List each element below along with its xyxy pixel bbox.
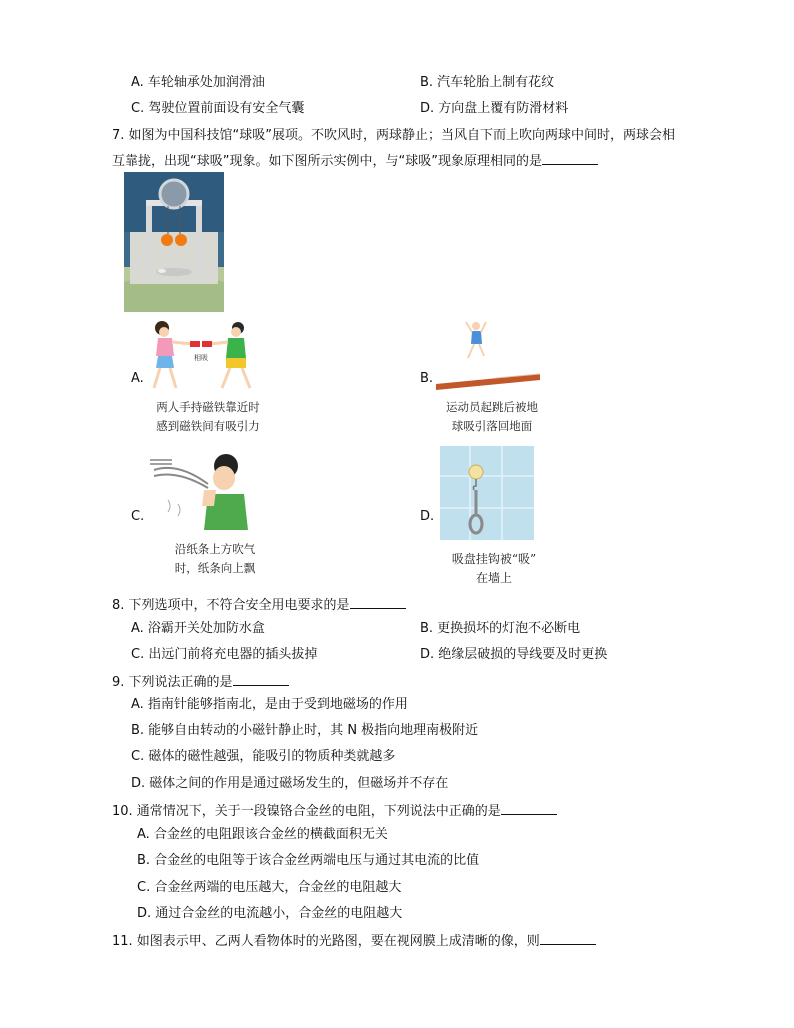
two-people-magnets-figure: [148, 318, 258, 392]
q10-option-c: C. 合金丝两端的电压越大，合金丝的电阻越大: [137, 880, 402, 895]
answer-blank: [540, 932, 596, 945]
q9-option-a: A. 指南针能够指南北，是由于受到地磁场的作用: [131, 697, 408, 712]
q9-option-b: B. 能够自由转动的小磁针静止时，其 N 极指向地理南极附近: [131, 723, 479, 738]
q11-stem: 11. 如图表示甲、乙两人看物体时的光路图，要在视网膜上成清晰的像，则: [112, 932, 596, 951]
ball-suction-exhibit-photo: [124, 172, 224, 312]
answer-blank: [233, 673, 289, 686]
q7-option-d-caption: 吸盘挂钩被“吸” 在墙上: [451, 552, 537, 585]
q7-option-d-letter: D.: [420, 509, 435, 524]
q8-stem: 8. 下列选项中，不符合安全用电要求的是: [112, 596, 406, 615]
q7-option-c-caption: 沿纸条上方吹气 时，纸条向上飘: [174, 542, 256, 575]
suction-hook-figure: [440, 446, 534, 540]
q6-option-b: B. 汽车轮胎上制有花纹: [420, 75, 555, 90]
q7-option-b-letter: B.: [420, 371, 434, 386]
q8-option-d: D. 绝缘层破损的导线要及时更换: [420, 647, 608, 662]
q7-option-a-letter: A.: [131, 371, 144, 386]
q8-option-a: A. 浴霸开关处加防水盒: [131, 621, 265, 636]
q8-option-c: C. 出远门前将充电器的插头拔掉: [131, 647, 318, 662]
answer-blank: [501, 802, 557, 815]
answer-blank: [542, 152, 598, 165]
attract-label: 相吸: [194, 354, 208, 362]
q9-option-c: C. 磁体的磁性越强，能吸引的物质种类就越多: [131, 749, 396, 764]
q7-stem-line1: 7. 如图为中国科技馆“球吸”展项。不吹风时，两球静止；当风自下而上吹向两球中间时，两球会相: [112, 128, 676, 143]
q7-stem-line2: 互靠拢，出现“球吸”现象。如下图所示实例中，与“球吸”现象原理相同的是: [112, 152, 598, 171]
blowing-paper-strip-figure: [148, 450, 248, 530]
q7-option-c-letter: C.: [131, 509, 145, 524]
q7-option-b-caption: 运动员起跳后被地 球吸引落回地面: [446, 400, 538, 433]
q9-stem: 9. 下列说法正确的是: [112, 673, 289, 692]
q6-option-a: A. 车轮轴承处加润滑油: [131, 75, 265, 90]
q10-option-a: A. 合金丝的电阻跟该合金丝的横截面积无关: [137, 827, 388, 842]
q6-option-d: D. 方向盘上覆有防滑材料: [420, 101, 569, 116]
q10-stem: 10. 通常情况下，关于一段镍铬合金丝的电阻，下列说法中正确的是: [112, 802, 557, 821]
q8-option-b: B. 更换损坏的灯泡不必断电: [420, 621, 581, 636]
q10-option-d: D. 通过合金丝的电流越小，合金丝的电阻越大: [137, 906, 403, 921]
q7-option-a-caption: 两人手持磁铁靠近时 感到磁铁间有吸引力: [156, 400, 260, 433]
athlete-jump-figure: [436, 318, 540, 390]
q9-option-d: D. 磁体之间的作用是通过磁场发生的，但磁场并不存在: [131, 776, 449, 791]
q10-option-b: B. 合金丝的电阻等于该合金丝两端电压与通过其电流的比值: [137, 853, 480, 868]
q6-option-c: C. 驾驶位置前面设有安全气囊: [131, 101, 305, 116]
answer-blank: [350, 596, 406, 609]
